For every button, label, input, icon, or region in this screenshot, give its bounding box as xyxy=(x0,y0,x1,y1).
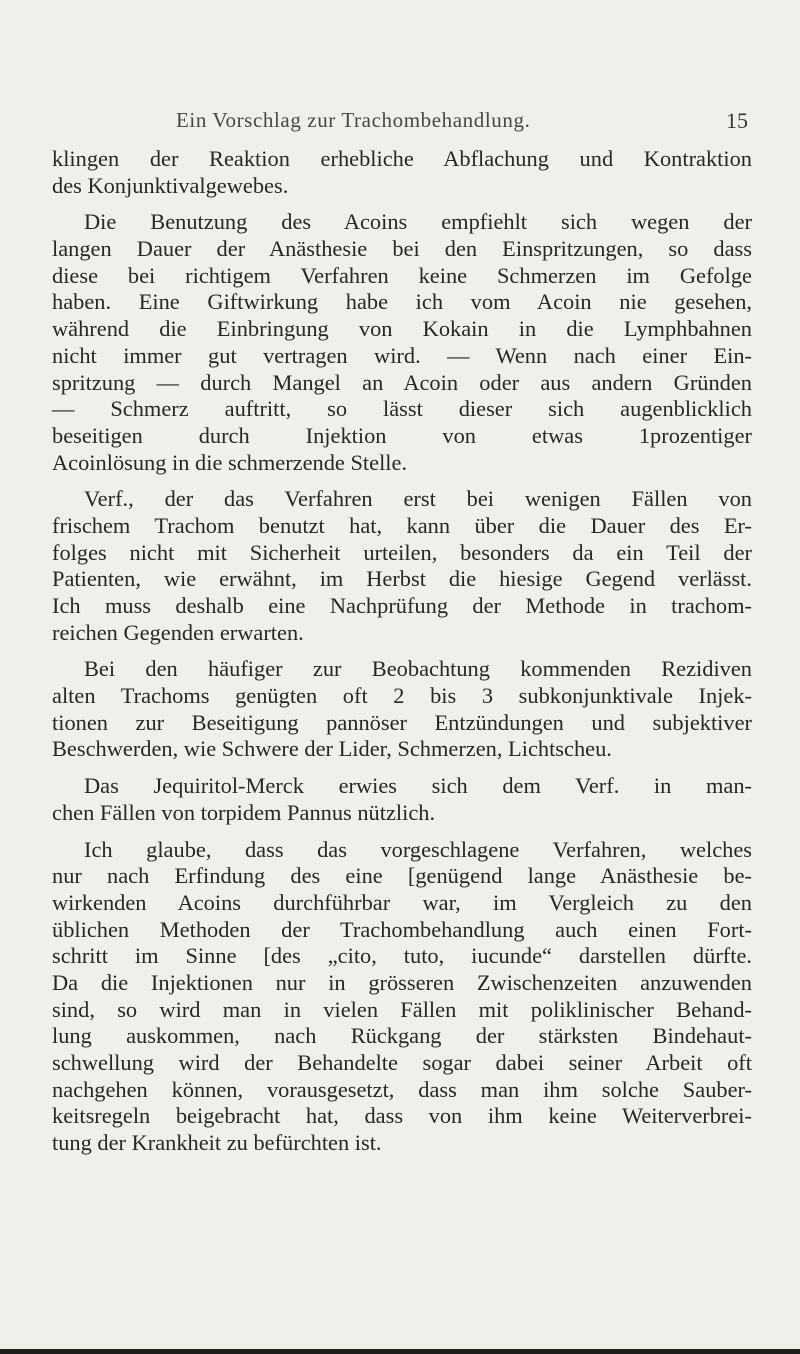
page-number: 15 xyxy=(726,108,748,133)
text-line: tung der Krankheit zu befürchten ist. xyxy=(52,1130,382,1156)
page-bottom-edge xyxy=(0,1349,800,1354)
text-line: spritzung — durch Mangel an Acoin oder aus andern Gründen xyxy=(52,369,752,395)
text-line: Die Benutzung des Acoins empfiehlt sich wegen der xyxy=(84,209,752,235)
paragraph-gap xyxy=(52,827,752,837)
text-line: frischem Trachom benutzt hat, kann über die Dauer des Er- xyxy=(52,512,752,538)
paragraph-gap xyxy=(52,646,752,656)
running-title: Ein Vorschlag zur Trachombehandlung. xyxy=(176,108,531,132)
text-line: Da die Injektionen nur in grösseren Zwischenzeiten anzuwenden xyxy=(52,969,752,995)
text-line: klingen der Reaktion erhebliche Abflachung und Kontraktion xyxy=(52,146,752,171)
text-line: nicht immer gut vertragen wird. — Wenn nach einer Ein- xyxy=(52,342,752,368)
text-line: schwellung wird der Behandelte sogar dabei seiner Arbeit oft xyxy=(52,1050,752,1075)
paragraph xyxy=(52,656,752,763)
text-line: Acoinlösung in die schmerzende Stelle. xyxy=(52,449,408,475)
text-line: — Schmerz auftritt, so lässt dieser sich augenblicklich xyxy=(52,396,752,422)
text-line: nachgehen können, vorausgesetzt, dass man ihm solche Sauber- xyxy=(52,1076,752,1102)
text-line: reichen Gegenden erwarten. xyxy=(52,619,304,645)
text-line: chen Fällen von torpidem Pannus nützlich. xyxy=(52,799,436,825)
text-line: Bei den häufiger zur Beobachtung kommenden Rezidiven xyxy=(84,656,752,682)
text-line: üblichen Methoden der Trachombehandlung auch einen Fort- xyxy=(52,916,752,942)
text-line: Ich glaube, dass das vorgeschlagene Verfahren, welches xyxy=(84,836,752,862)
paragraph xyxy=(52,773,752,826)
text-line: während die Einbringung von Kokain in die Lymphbahnen xyxy=(52,316,752,342)
text-line: nur nach Erfindung des eine [genügend lange Anästhesie be- xyxy=(52,863,752,889)
text-line: Patienten, wie erwähnt, im Herbst die hiesige Gegend verlässt. xyxy=(52,566,752,592)
text-line: tionen zur Beseitigung pannöser Entzündungen und subjektiver xyxy=(52,709,752,735)
paragraph xyxy=(52,486,752,646)
text-line: beseitigen durch Injektion von etwas 1prozentiger xyxy=(52,422,752,448)
text-line: langen Dauer der Anästhesie bei den Einspritzungen, so dass xyxy=(52,236,752,262)
text-line: folges nicht mit Sicherheit urteilen, besonders da ein Teil der xyxy=(52,539,752,565)
text-line: Verf., der das Verfahren erst bei wenigen Fällen von xyxy=(84,486,752,512)
paragraph-gap xyxy=(52,763,752,773)
text-line: schritt im Sinne [des „cito, tuto, iucunde“ darstellen dürfte. xyxy=(52,943,752,969)
text-line: keitsregeln beigebracht hat, dass von ihm keine Weiterverbrei- xyxy=(52,1103,752,1129)
text-line: Ich muss deshalb eine Nachprüfung der Methode in trachom- xyxy=(52,593,752,618)
text-line: sind, so wird man in vielen Fällen mit poliklinischer Behand- xyxy=(52,996,752,1022)
paragraph xyxy=(52,146,752,199)
text-line: des Konjunktivalgewebes. xyxy=(52,172,289,198)
text-line: alten Trachoms genügten oft 2 bis 3 subkonjunktivale Injek- xyxy=(52,683,752,709)
text-line: Beschwerden, wie Schwere der Lider, Schmerzen, Lichtscheu. xyxy=(52,736,612,762)
text-line: lung auskommen, nach Rückgang der stärksten Bindehaut- xyxy=(52,1023,752,1049)
paragraph xyxy=(52,837,752,1157)
text-line: Das Jequiritol-Merck erwies sich dem Verf. in man- xyxy=(84,773,752,799)
paragraph-gap xyxy=(52,476,752,486)
body-text xyxy=(52,146,752,1157)
paragraph xyxy=(52,209,752,476)
text-line: wirkenden Acoins durchführbar war, im Vergleich zu den xyxy=(52,889,752,915)
paragraph-gap xyxy=(52,199,752,209)
text-line: haben. Eine Giftwirkung habe ich vom Acoin nie gesehen, xyxy=(52,289,752,315)
running-header xyxy=(0,108,800,138)
text-line: diese bei richtigem Verfahren keine Schmerzen im Gefolge xyxy=(52,262,752,288)
